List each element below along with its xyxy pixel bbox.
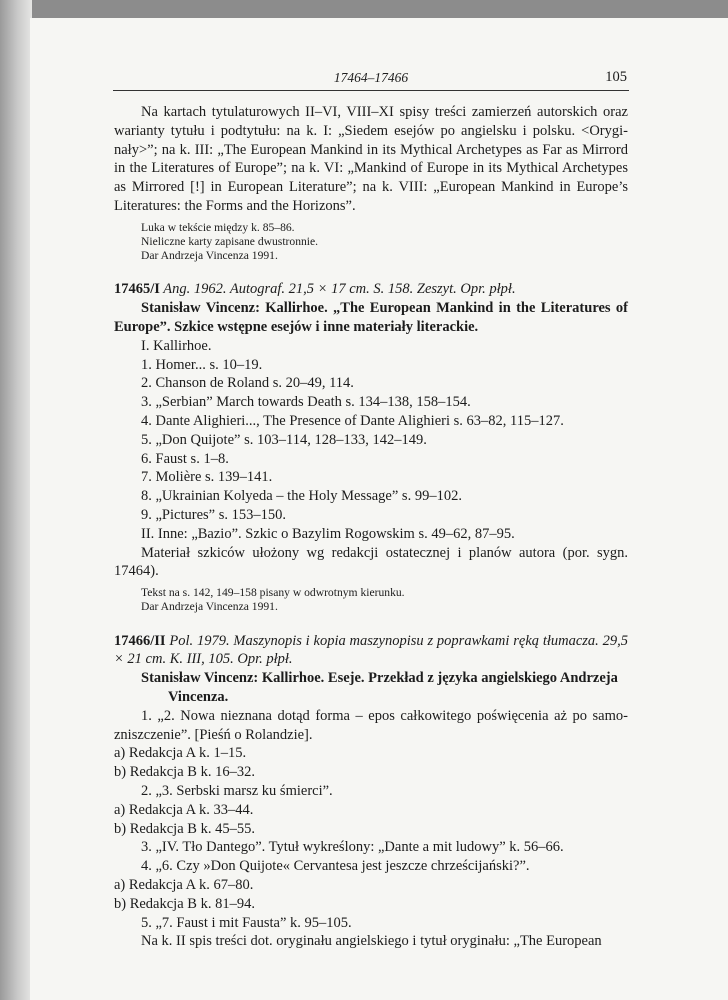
page-number: 105 — [605, 69, 627, 85]
entry-line: II. Inne: „Bazio”. Szkic o Bazylim Rogowskim s. 49–62, 87–95. — [141, 525, 515, 542]
entry-line: I. Kallirhoe. — [141, 337, 212, 354]
book-spine-shadow — [0, 0, 32, 1000]
note: Luka w tekście między k. 85–86. — [141, 220, 295, 234]
catalog-entry-17466 — [114, 632, 628, 952]
note: Dar Andrzeja Vincenza 1991. — [141, 249, 278, 263]
entry-line: 8. „Ukrainian Kolyeda – the Holy Message” s. 99–102. — [141, 488, 462, 505]
entry-line: Na k. II spis treści dot. oryginału angielskiego i tytuł oryginału: „The European — [141, 933, 602, 950]
catalog-entry-17465 — [114, 280, 628, 614]
page-body — [114, 103, 628, 951]
entry-line: 7. Molière s. 139–141. — [141, 469, 273, 486]
entry-line: a) Redakcja A k. 1–15. — [114, 745, 247, 762]
entry-signature: 17466/II — [114, 632, 166, 649]
entry-line: 9. „Pictures” s. 153–150. — [141, 506, 286, 523]
entry-title: Stanisław Vincenz: Kallirhoe. „The European Mankind in the Literatures of Europe”. Szkice wstępne esejów i inne materiały literackie. — [114, 300, 628, 335]
entry-line: 6. Faust s. 1–8. — [141, 450, 229, 467]
entry-line: 3. „IV. Tło Dantego”. Tytuł wykreślony: „Dante a mit ludowy” k. 56–66. — [141, 839, 564, 856]
entry-line: 2. „3. Serbski marsz ku śmierci”. — [141, 782, 333, 799]
entry-line: 4. Dante Alighieri..., The Presence of Dante Alighieri s. 63–82, 115–127. — [141, 412, 564, 429]
running-title: 17464–17466 — [333, 70, 409, 85]
entry-line: b) Redakcja B k. 81–94. — [114, 895, 255, 912]
entry-line: 1. „2. Nowa nieznana dotąd forma – epos całkowitego poświęcenia aż po samozniszczenie”. [Pieśń o Rolandzie]. — [114, 707, 628, 743]
entry-line: b) Redakcja B k. 45–55. — [114, 820, 255, 837]
book-page — [30, 18, 728, 1000]
entry-title: Stanisław Vincenz: Kallirhoe. Eseje. Przekład z języka angielskiego Andrzeja Vincenza. — [141, 670, 618, 705]
entry-line: 4. „6. Czy »Don Quijote« Cervantesa jest jeszcze chrześcijański?”. — [141, 858, 530, 875]
entry-heading — [114, 632, 628, 670]
running-header — [113, 66, 629, 91]
entry-line: 5. „Don Quijote” s. 103–114, 128–133, 142–149. — [141, 431, 427, 448]
entry-meta: Ang. 1962. Autograf. 21,5 × 17 cm. S. 158. Zeszyt. Opr. płpł. — [159, 281, 516, 298]
entry-line: a) Redakcja A k. 67–80. — [114, 876, 254, 893]
note: Tekst na s. 142, 149–158 pisany w odwrotnym kierunku. — [141, 586, 405, 600]
entry-closing: Materiał szkiców ułożony wg redakcji ostatecznej i planów autora (por. sygn. 17464). — [114, 544, 628, 580]
note: Dar Andrzeja Vincenza 1991. — [141, 600, 278, 614]
entry-heading — [114, 280, 628, 299]
entry-line: 2. Chanson de Roland s. 20–49, 114. — [141, 375, 354, 392]
entry-meta: Pol. 1979. Maszynopis i kopia maszynopisu z poprawkami ręką tłumacza. 29,5 × 21 cm. K. III, 105. Opr. płpł. — [114, 632, 628, 668]
entry-line: a) Redakcja A k. 33–44. — [114, 801, 254, 818]
entry-line: 5. „7. Faust i mit Fausta” k. 95–105. — [141, 914, 352, 931]
entry-line: b) Redakcja B k. 16–32. — [114, 764, 255, 781]
intro-paragraph: Na kartach tytulaturowych II–VI, VIII–XI spisy treści zamierzeń autorskich oraz warianty tytułu i podtytułu: na k. I: „Siedem esejów po angielsku i polsku. <Oryginały>”; na k. III: „The European Mankind in its Mythical Archetypes as Far as Mirrord in the Literatures of Europe”; na k. VI: „Mankind of Europe in its Mythical Archetypes as Mirrored [!] in European Literature”; na k. VIII: „European Mankind in Europe’s Literatures: the Forms and the Horizons”. — [114, 104, 628, 214]
entry-line: 1. Homer... s. 10–19. — [141, 356, 263, 373]
note: Nieliczne karty zapisane dwustronnie. — [141, 234, 319, 248]
entry-line: 3. „Serbian” March towards Death s. 134–138, 158–154. — [141, 394, 471, 411]
entry-signature: 17465/I — [114, 281, 160, 298]
